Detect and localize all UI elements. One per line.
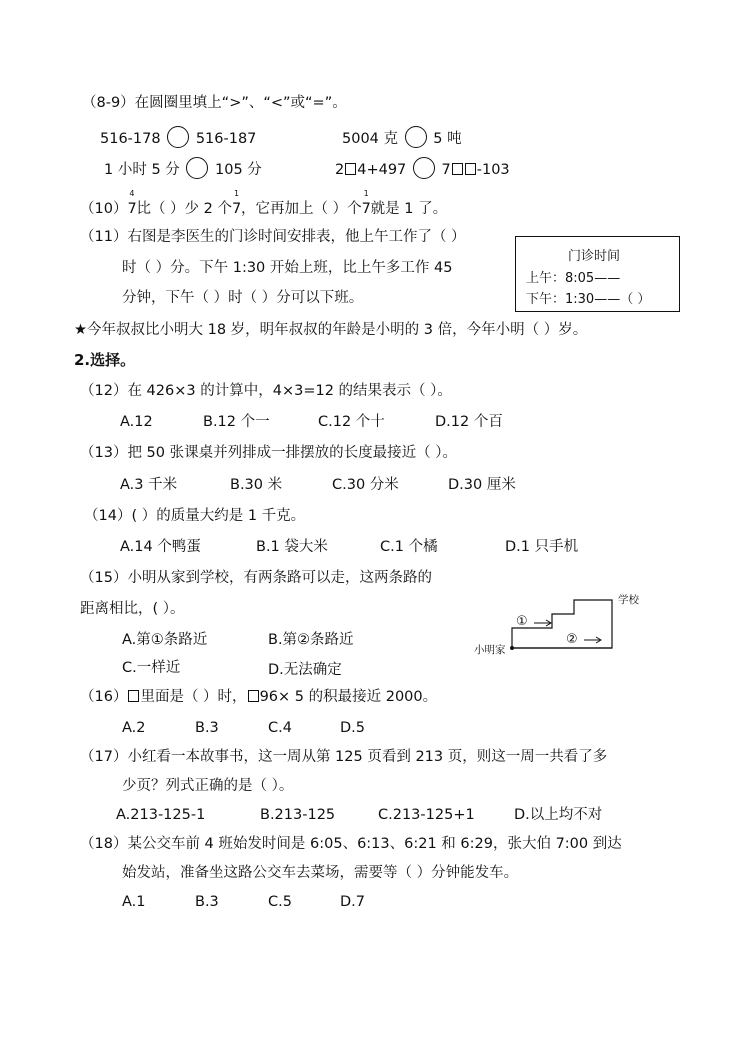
q13-stem: （13）把 50 张课桌并列排成一排摆放的长度最接近（ ）。 [80,445,457,461]
q17-line1: （17）小红看一本故事书，这一周从第 125 页看到 213 页，则这一周一共看了多 [80,749,608,765]
q15-option-d[interactable]: D.无法确定 [268,662,342,678]
blank-square-icon [248,690,259,702]
fraction [127,189,137,218]
blank-square-icon [452,163,463,175]
fraction-numerator: 1 [363,189,369,198]
q15-option-a[interactable]: A.第①条路近 [122,632,208,648]
fraction [232,189,242,218]
q11-line2: 时（ ）分。下午 1:30 开始上班，比上午多工作 45 [122,260,453,276]
q13-option-b[interactable]: B.30 米 [230,477,283,493]
q10-prefix: （10） [80,201,128,217]
q8-9-header: （8-9）在圆圈里填上“>”、“<”或“=”。 [82,95,347,111]
school-label: 学校 [618,594,639,606]
q17-option-a[interactable]: A.213-125-1 [116,807,206,823]
q8-9-item-a2 [342,126,462,148]
q16-stem [80,688,437,706]
q12-option-b[interactable]: B.12 个一 [203,414,270,430]
q18-option-c[interactable]: C.5 [268,894,292,910]
q16-stem-end: 96× 5 的积最接近 2000。 [259,689,438,705]
blank-square-icon [345,163,356,175]
compare-circle[interactable] [405,126,427,148]
home-dot [510,646,514,650]
q8-9-item-b2 [335,157,510,179]
q8-9-item-a1 [100,126,256,148]
q14-option-d[interactable]: D.1 只手机 [505,539,579,555]
q12-option-c[interactable]: C.12 个十 [318,414,385,430]
q8-9-a1-right: 516-187 [195,131,257,147]
q14-option-b[interactable]: B.1 袋大米 [256,539,328,555]
q18-line1: （18）某公交车前 4 班始发时间是 6:05、6:13、6:21 和 6:29，张大伯 7:00 到达 [80,836,622,852]
q13-option-a[interactable]: A.3 千米 [120,477,178,493]
q12-option-a[interactable]: A.12 [120,414,153,430]
home-label: 小明家 [474,644,506,656]
q8-9-a2-right: 5 吨 [433,131,462,147]
q18-option-a[interactable]: A.1 [122,894,146,910]
q15-option-b[interactable]: B.第②条路近 [268,632,354,648]
blank-square-icon [465,163,476,175]
q8-9-b1-right: 105 分 [215,162,262,178]
star-question: ★今年叔叔比小明大 18 岁，明年叔叔的年龄是小明的 3 倍，今年小明（ ）岁。 [74,322,588,338]
q11-line1: （11）右图是李医生的门诊时间安排表，他上午工作了（ ） [80,229,466,245]
q12-stem: （12）在 426×3 的计算中，4×3=12 的结果表示（ ）。 [80,383,452,399]
clinic-schedule-morning: 上午：8:05—— [526,271,621,286]
q10-part2: ，它再加上（ ）个 [241,201,362,217]
q18-option-b[interactable]: B.3 [195,894,219,910]
fraction-numerator: 1 [233,189,240,198]
q16-stem-mid: 里面是（ ）时， [140,689,247,705]
q8-9-item-b1 [104,157,262,179]
q16-option-d[interactable]: D.5 [340,720,365,736]
route-1-label: ① [516,614,528,629]
clinic-schedule-title: 门诊时间 [568,249,621,264]
fraction-numerator: 4 [129,189,135,198]
route-diagram [472,588,652,662]
q16-option-a[interactable]: A.2 [122,720,146,736]
q18-option-d[interactable]: D.7 [340,894,365,910]
fraction-denominator: 7 [127,201,137,217]
compare-circle[interactable] [186,157,208,179]
q16-option-b[interactable]: B.3 [195,720,219,736]
q8-9-b2-left-a: 2 [335,162,345,178]
fraction [361,189,371,218]
q17-option-c[interactable]: C.213-125+1 [378,807,475,823]
q17-option-b[interactable]: B.213-125 [260,807,336,823]
q12-option-d[interactable]: D.12 个百 [435,414,503,430]
q8-9-b2-left-b: 4+497 [357,162,407,178]
q8-9-b2-right-b: -103 [476,162,510,178]
section-choice-title: 2.选择。 [74,351,136,369]
q18-line2: 始发站，准备坐这路公交车去菜场，需要等（ ）分钟能发车。 [122,865,519,881]
q14-option-a[interactable]: A.14 个鸭蛋 [120,539,201,555]
q10-part1: 比（ ）少 2 个 [136,201,233,217]
blank-square-icon [128,690,139,702]
q13-option-c[interactable]: C.30 分米 [332,477,399,493]
compare-circle[interactable] [167,126,189,148]
q13-option-d[interactable]: D.30 厘米 [448,477,516,493]
fraction-denominator: 7 [232,201,242,217]
q8-9-b1-left: 1 小时 5 分 [104,162,180,178]
q17-line2: 少页？列式正确的是（ ）。 [122,778,294,794]
q11-line3: 分钟，下午（ ）时（ ）分可以下班。 [122,290,364,306]
q16-prefix: （16） [80,689,128,705]
clinic-schedule-afternoon: 下午：1:30——（ ） [526,292,651,307]
q17-option-d[interactable]: D.以上均不对 [514,807,603,823]
clinic-schedule-table [515,236,680,312]
q15-option-c[interactable]: C.一样近 [122,660,181,676]
q8-9-b2-right-a: 7 [441,162,451,178]
q15-line2: 距离相比，( ）。 [80,601,185,617]
q10-part3: 就是 1 了。 [370,201,448,217]
q10-line [80,189,448,218]
q8-9-a2-left: 5004 克 [342,131,399,147]
fraction-denominator: 7 [361,201,371,217]
q14-stem: （14）( ）的质量大约是 1 千克。 [84,508,306,524]
q16-option-c[interactable]: C.4 [268,720,292,736]
q14-option-c[interactable]: C.1 个橘 [380,539,438,555]
compare-circle[interactable] [413,157,435,179]
route-2-label: ② [566,632,578,647]
q15-line1: （15）小明从家到学校，有两条路可以走，这两条路的 [80,570,432,586]
q8-9-a1-left: 516-178 [100,131,161,147]
